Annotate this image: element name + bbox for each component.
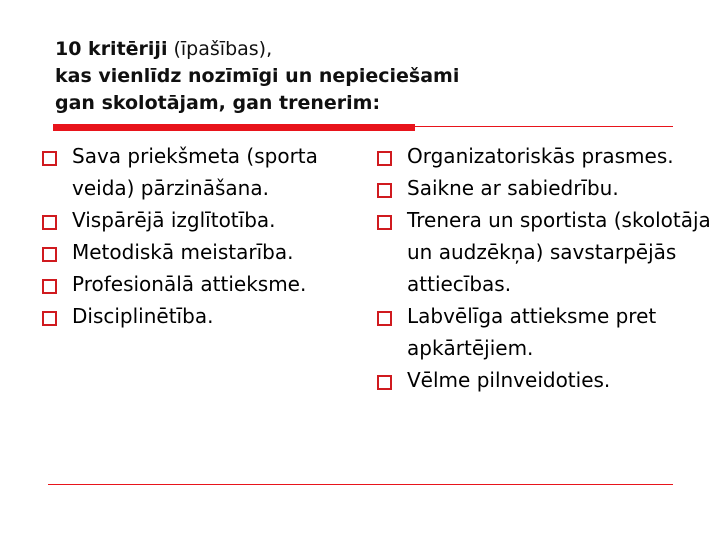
list-item-text: Profesionālā attieksme.	[72, 272, 307, 296]
list-item	[375, 364, 720, 396]
hollow-square-bullet-icon	[42, 311, 57, 326]
list-item	[375, 300, 720, 364]
title-line-1	[55, 36, 695, 63]
list-item-text: Labvēlīga attieksme pret apkārtējiem.	[407, 304, 657, 360]
list-item-text: Sava priekšmeta (sporta veida) pārzināšana.	[72, 144, 318, 200]
list-item-text: Saikne ar sabiedrību.	[407, 176, 619, 200]
title-parenthetical: (īpašības),	[167, 38, 273, 60]
slide-title	[55, 36, 695, 117]
list-item-text: Vispārējā izglītotība.	[72, 208, 276, 232]
hollow-square-bullet-icon	[377, 151, 392, 166]
bottom-divider	[48, 484, 673, 485]
hollow-square-bullet-icon	[377, 215, 392, 230]
list-item-text: Disciplinētība.	[72, 304, 214, 328]
list-item	[375, 140, 720, 172]
title-line-2: kas vienlīdz nozīmīgi un nepieciešami	[55, 65, 460, 87]
list-item	[40, 268, 360, 300]
hollow-square-bullet-icon	[42, 151, 57, 166]
hollow-square-bullet-icon	[377, 375, 392, 390]
list-item-text: Vēlme pilnveidoties.	[407, 368, 611, 392]
list-item	[375, 204, 720, 300]
hollow-square-bullet-icon	[42, 247, 57, 262]
list-item	[40, 204, 360, 236]
hollow-square-bullet-icon	[377, 183, 392, 198]
list-item	[40, 236, 360, 268]
hollow-square-bullet-icon	[42, 215, 57, 230]
title-keyword: 10 kritēriji	[55, 38, 168, 60]
hollow-square-bullet-icon	[377, 311, 392, 326]
right-criteria-list	[375, 140, 720, 396]
hollow-square-bullet-icon	[42, 279, 57, 294]
list-item-text: Organizatoriskās prasmes.	[407, 144, 674, 168]
list-item	[40, 300, 360, 332]
left-criteria-list	[40, 140, 360, 332]
list-item	[40, 140, 360, 204]
title-line-3: gan skolotājam, gan trenerim:	[55, 92, 381, 114]
title-underline-thin	[415, 126, 673, 127]
list-item	[375, 172, 720, 204]
list-item-text: Trenera un sportista (skolotāja un audzēkņa) savstarpējās attiecības.	[407, 208, 711, 296]
title-underline-thick	[53, 124, 415, 131]
list-item-text: Metodiskā meistarība.	[72, 240, 294, 264]
